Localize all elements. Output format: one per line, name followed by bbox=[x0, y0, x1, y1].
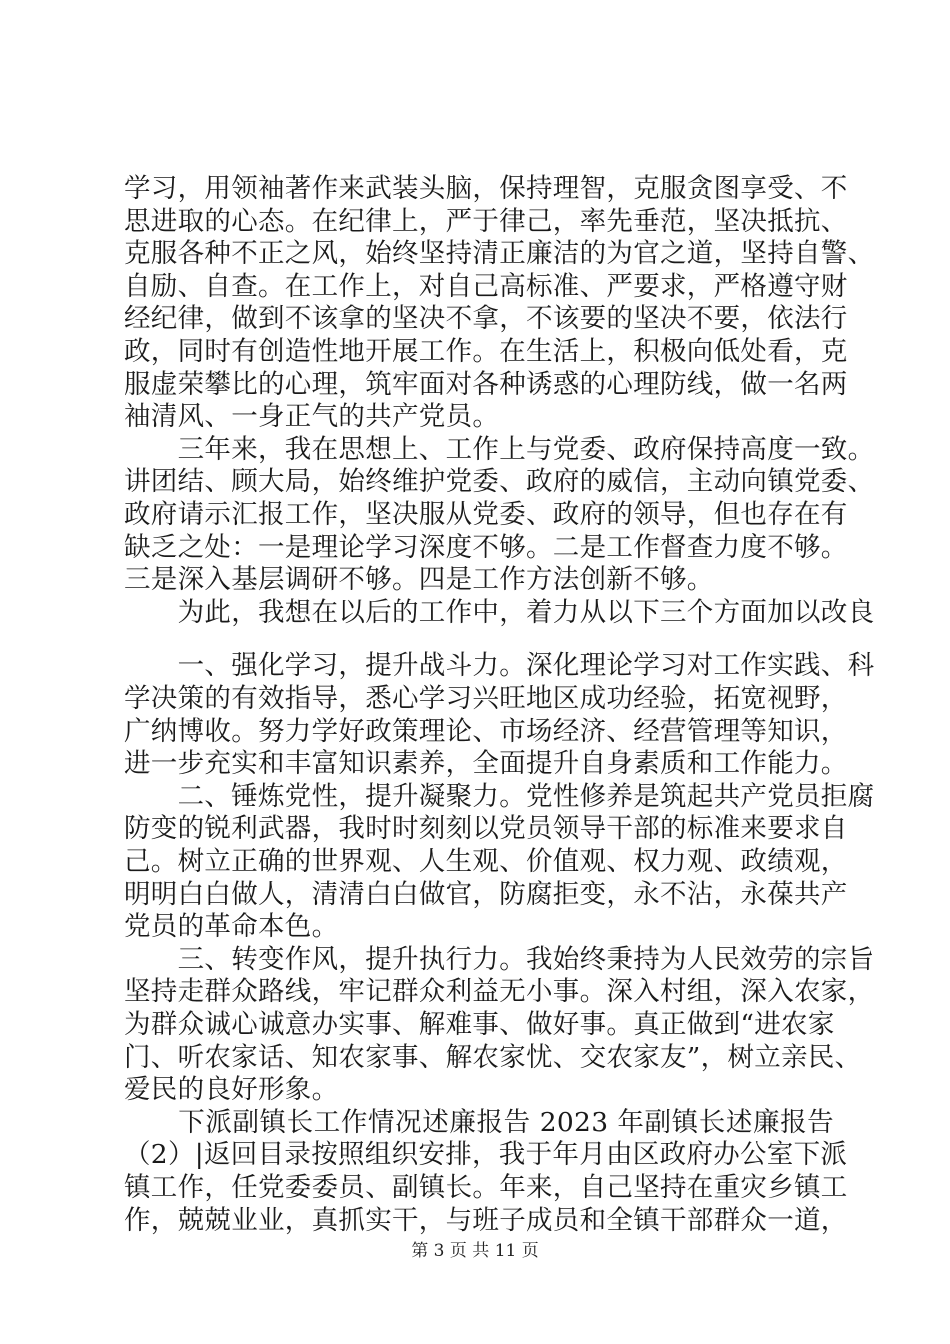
text-line: 缺乏之处：一是理论学习深度不够。二是工作督查力度不够。 bbox=[124, 532, 848, 563]
text-line: 一、强化学习，提升战斗力。深化理论学习对工作实践、科 bbox=[124, 650, 875, 681]
page-footer: 第 3 页 共 11 页 bbox=[411, 1241, 539, 1261]
text-line: 学习，用领袖著作来武装头脑，保持理智，克服贪图享受、不 bbox=[124, 173, 848, 204]
text-line: 讲团结、顾大局，始终维护党委、政府的威信，主动向镇党委、 bbox=[124, 466, 875, 497]
text-line: 二、锤炼党性，提升凝聚力。党性修养是筑起共产党员拒腐 bbox=[124, 781, 875, 812]
text-line: 为群众诚心诚意办实事、解难事、做好事。真正做到“进农家 bbox=[124, 1009, 835, 1040]
text-line: 广纳博收。努力学好政策理论、市场经济、经营管理等知识， bbox=[124, 716, 848, 747]
text-line: 门、听农家话、知农家事、解农家忧、交农家友”，树立亲民、 bbox=[124, 1042, 862, 1073]
text-line: 坚持走群众路线，牢记群众利益无小事。深入村组，深入农家， bbox=[124, 976, 875, 1007]
text-line: （2）|返回目录按照组织安排，我于年月由区政府办公室下派 bbox=[124, 1139, 848, 1170]
text-line: 思进取的心态。在纪律上，严于律己，率先垂范，坚决抵抗、 bbox=[124, 206, 848, 237]
text-line: 三、转变作风，提升执行力。我始终秉持为人民效劳的宗旨 bbox=[124, 944, 875, 975]
text-line: 进一步充实和丰富知识素养，全面提升自身素质和工作能力。 bbox=[124, 748, 848, 779]
text-line: 下派副镇长工作情况述廉报告 2023 年副镇长述廉报告 bbox=[124, 1107, 834, 1138]
text-line: 政府请示汇报工作，坚决服从党委、政府的领导，但也存在有 bbox=[124, 499, 848, 530]
text-line: 学决策的有效指导，悉心学习兴旺地区成功经验，拓宽视野， bbox=[124, 683, 848, 714]
text-line: 服虚荣攀比的心理，筑牢面对各种诱惑的心理防线，做一名两 bbox=[124, 369, 848, 400]
text-line: 己。树立正确的世界观、人生观、价值观、权力观、政绩观， bbox=[124, 846, 848, 877]
text-line: 经纪律，做到不该拿的坚决不拿，不该要的坚决不要，依法行 bbox=[124, 303, 848, 334]
text-line: 镇工作，任党委委员、副镇长。年来，自己坚持在重灾乡镇工 bbox=[124, 1172, 848, 1203]
text-line: 三是深入基层调研不够。四是工作方法创新不够。 bbox=[124, 564, 714, 595]
text-line: 政，同时有创造性地开展工作。在生活上，积极向低处看，克 bbox=[124, 336, 848, 367]
text-line: 明明白白做人，清清白白做官，防腐拒变，永不沾，永葆共产 bbox=[124, 879, 848, 910]
text-line: 为此，我想在以后的工作中，着力从以下三个方面加以改良 bbox=[124, 597, 875, 628]
text-line: 党员的革命本色。 bbox=[124, 911, 339, 942]
text-line: 防变的锐利武器，我时时刻刻以党员领导干部的标准来要求自 bbox=[124, 813, 848, 844]
text-line: 袖清风、一身正气的共产党员。 bbox=[124, 401, 500, 432]
text-line: 作，兢兢业业，真抓实干，与班子成员和全镇干部群众一道， bbox=[124, 1205, 848, 1236]
text-line: 爱民的良好形象。 bbox=[124, 1074, 339, 1105]
text-line: 克服各种不正之风，始终坚持清正廉洁的为官之道，坚持自警、 bbox=[124, 238, 875, 269]
text-line: 三年来，我在思想上、工作上与党委、政府保持高度一致。 bbox=[124, 434, 875, 465]
text-line: 自励、自查。在工作上，对自己高标准、严要求，严格遵守财 bbox=[124, 271, 848, 302]
